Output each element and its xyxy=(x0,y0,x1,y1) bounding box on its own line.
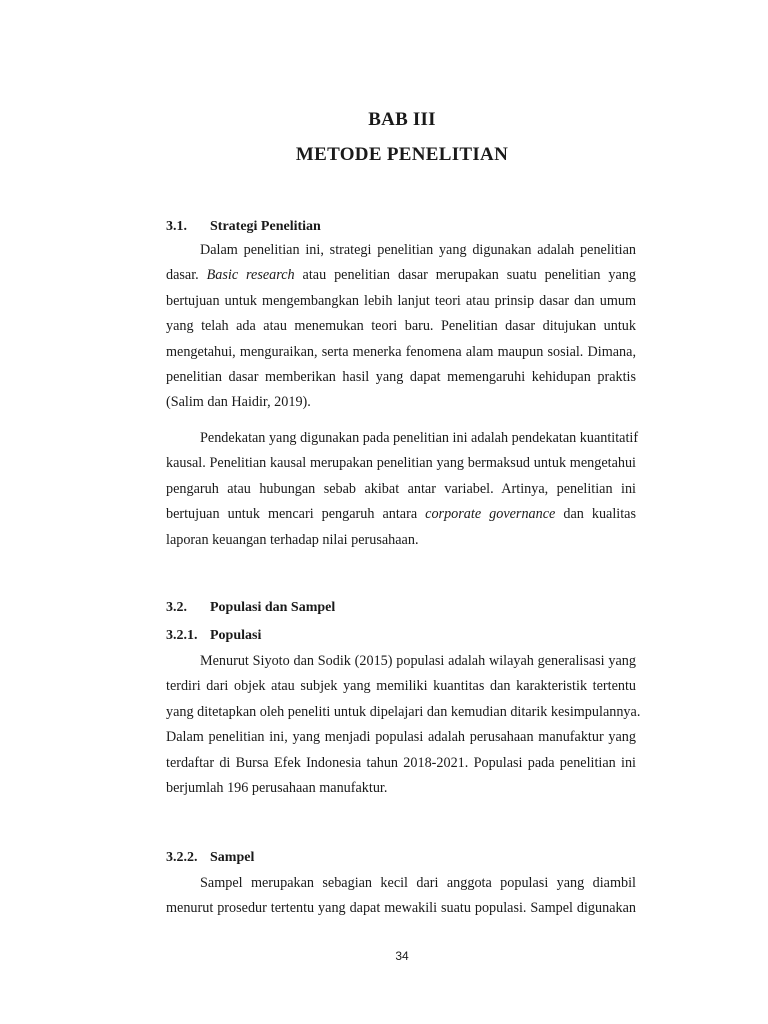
paragraph-line: pengaruh atau hubungan sebab akibat antar variabel. Artinya, penelitian ini xyxy=(166,480,636,497)
section-title: Populasi xyxy=(210,628,262,643)
text-run: dasar. xyxy=(166,267,207,284)
paragraph-line: (Salim dan Haidir, 2019). xyxy=(166,394,311,411)
paragraph-line xyxy=(166,502,636,527)
paragraph-line: mengetahui, menguraikan, serta menerka fenomena alam maupun sosial. Dimana, xyxy=(166,343,636,360)
paragraph-line xyxy=(166,263,636,288)
section-title: Populasi dan Sampel xyxy=(210,600,336,615)
paragraph-line: terdaftar di Bursa Efek Indonesia tahun 2018-2021. Populasi pada penelitian ini xyxy=(166,754,636,771)
paragraph-line: bertujuan untuk mengembangkan lebih lanjut teori atau prinsip dasar dan umum xyxy=(166,292,636,309)
italic-term: corporate governance xyxy=(425,506,556,523)
section-heading-3-1 xyxy=(166,219,321,235)
paragraph-line: Dalam penelitian ini, strategi penelitian yang digunakan adalah penelitian xyxy=(200,242,636,258)
paragraph-sampel xyxy=(166,871,636,922)
paragraph-line: Pendekatan yang digunakan pada penelitian ini adalah pendekatan kuantitatif xyxy=(200,430,639,446)
chapter-number: BAB III xyxy=(368,109,436,130)
paragraph-populasi xyxy=(166,649,641,801)
paragraph-line: kausal. Penelitian kausal merupakan penelitian yang bermaksud untuk mengetahui xyxy=(166,455,636,472)
text-run: atau penelitian dasar merupakan suatu penelitian yang xyxy=(294,267,637,284)
paragraph-line: yang ditetapkan oleh peneliti untuk dipelajari dan kemudian ditarik kesimpulannya. xyxy=(166,703,641,720)
paragraph-line: berjumlah 196 perusahaan manufaktur. xyxy=(166,780,388,797)
paragraph-strategi-1 xyxy=(166,238,636,416)
paragraph-line: terdiri dari objek atau subjek yang memiliki kuantitas dan karakteristik tertentu xyxy=(166,678,636,695)
paragraph-line: penelitian dasar memberikan hasil yang dapat memengaruhi kehidupan praktis xyxy=(166,369,636,386)
paragraph-strategi-2 xyxy=(166,426,639,553)
page-number: 34 xyxy=(395,949,409,963)
paragraph-line: laporan keuangan terhadap nilai perusahaan. xyxy=(166,531,419,548)
paragraph-line: menurut prosedur tertentu yang dapat mewakili suatu populasi. Sampel digunakan xyxy=(166,900,636,917)
paragraph-line: Menurut Siyoto dan Sodik (2015) populasi adalah wilayah generalisasi yang xyxy=(200,653,636,669)
paragraph-line: yang telah ada atau menemukan teori baru. Penelitian dasar ditujukan untuk xyxy=(166,318,636,335)
section-heading-3-2-1 xyxy=(166,628,261,644)
section-number: 3.2. xyxy=(166,600,187,615)
chapter-title: METODE PENELITIAN xyxy=(295,144,509,165)
paragraph-line: Dalam penelitian ini, yang menjadi populasi adalah perusahaan manufaktur yang xyxy=(166,729,636,746)
text-run: dan kualitas xyxy=(555,506,636,523)
italic-term: Basic research xyxy=(206,267,295,284)
section-heading-3-2-2 xyxy=(166,850,254,866)
section-title: Strategi Penelitian xyxy=(210,219,321,234)
section-heading-3-2 xyxy=(166,600,335,616)
section-number: 3.1. xyxy=(166,219,187,234)
section-number: 3.2.1. xyxy=(166,628,198,643)
section-title: Sampel xyxy=(210,850,255,865)
paragraph-line: Sampel merupakan sebagian kecil dari anggota populasi yang diambil xyxy=(200,875,636,891)
section-number: 3.2.2. xyxy=(166,850,198,865)
text-run: bertujuan untuk mencari pengaruh antara xyxy=(166,506,426,523)
